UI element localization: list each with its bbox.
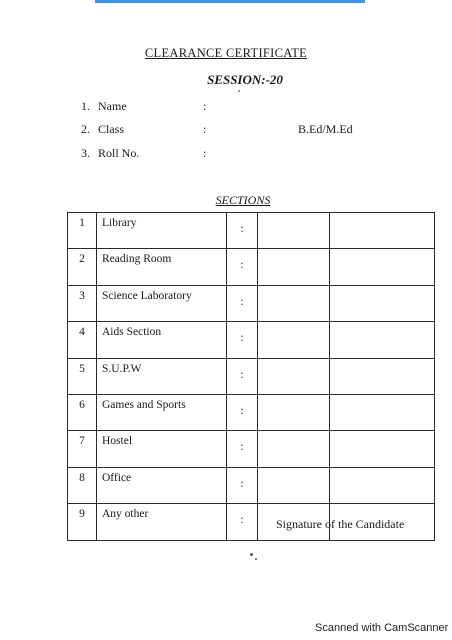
section-number: 1 bbox=[68, 213, 97, 249]
field-label: Name bbox=[98, 99, 127, 113]
remarks-cell bbox=[330, 467, 435, 503]
scan-edge-line bbox=[95, 0, 365, 3]
table-row bbox=[68, 467, 435, 503]
remarks-cell bbox=[330, 249, 435, 285]
section-name: Office bbox=[97, 467, 227, 503]
field-colon: : bbox=[203, 122, 207, 136]
section-colon: : bbox=[227, 322, 258, 358]
class-value: B.Ed/M.Ed bbox=[298, 122, 353, 136]
section-name: Reading Room bbox=[97, 249, 227, 285]
section-name: S.U.P.W bbox=[97, 358, 227, 394]
scan-speck bbox=[238, 90, 240, 92]
remarks-cell bbox=[330, 285, 435, 321]
remarks-cell bbox=[330, 394, 435, 430]
section-name: Science Laboratory bbox=[97, 285, 227, 321]
section-colon: : bbox=[227, 431, 258, 467]
section-number: 8 bbox=[68, 467, 97, 503]
scan-speck bbox=[250, 553, 253, 556]
section-colon: : bbox=[227, 358, 258, 394]
section-colon: : bbox=[227, 394, 258, 430]
scan-speck bbox=[255, 558, 257, 560]
field-number: 2. bbox=[81, 122, 90, 136]
field-label: Roll No. bbox=[98, 146, 140, 160]
section-colon: : bbox=[227, 285, 258, 321]
session-label: SESSION:-20 bbox=[207, 72, 283, 87]
table-row bbox=[68, 213, 435, 249]
clearance-cell bbox=[258, 213, 330, 249]
candidate-signature-label: Signature of the Candidate bbox=[276, 517, 405, 531]
clearance-cell bbox=[258, 249, 330, 285]
table-row bbox=[68, 358, 435, 394]
table-row bbox=[68, 322, 435, 358]
clearance-cell bbox=[258, 394, 330, 430]
section-name: Aids Section bbox=[97, 322, 227, 358]
section-name: Hostel bbox=[97, 431, 227, 467]
section-number: 4 bbox=[68, 322, 97, 358]
section-number: 6 bbox=[68, 394, 97, 430]
section-name: Library bbox=[97, 213, 227, 249]
clearance-cell bbox=[258, 322, 330, 358]
clearance-cell bbox=[258, 358, 330, 394]
field-colon: : bbox=[203, 146, 207, 160]
section-number: 2 bbox=[68, 249, 97, 285]
clearance-cell bbox=[258, 431, 330, 467]
remarks-cell bbox=[330, 213, 435, 249]
section-name: Any other bbox=[97, 504, 227, 540]
clearance-cell bbox=[258, 467, 330, 503]
field-number: 1. bbox=[81, 99, 90, 113]
field-label: Class bbox=[98, 122, 125, 136]
sections-table bbox=[67, 212, 435, 541]
table-row bbox=[68, 285, 435, 321]
table-row bbox=[68, 394, 435, 430]
section-number: 3 bbox=[68, 285, 97, 321]
section-number: 9 bbox=[68, 504, 97, 540]
remarks-cell bbox=[330, 322, 435, 358]
section-colon: : bbox=[227, 213, 258, 249]
field-number: 3. bbox=[81, 146, 90, 160]
section-number: 7 bbox=[68, 431, 97, 467]
section-number: 5 bbox=[68, 358, 97, 394]
section-colon: : bbox=[227, 467, 258, 503]
certificate-title: CLEARANCE CERTIFICATE bbox=[144, 46, 308, 60]
section-name: Games and Sports bbox=[97, 394, 227, 430]
camscanner-watermark: Scanned with CamScanner bbox=[315, 622, 449, 634]
section-colon: : bbox=[227, 249, 258, 285]
table-row bbox=[68, 249, 435, 285]
field-colon: : bbox=[203, 99, 207, 113]
remarks-cell bbox=[330, 431, 435, 467]
table-row bbox=[68, 431, 435, 467]
section-colon: : bbox=[227, 504, 258, 540]
remarks-cell bbox=[330, 358, 435, 394]
clearance-cell bbox=[258, 285, 330, 321]
sections-heading: SECTIONS bbox=[215, 193, 271, 207]
